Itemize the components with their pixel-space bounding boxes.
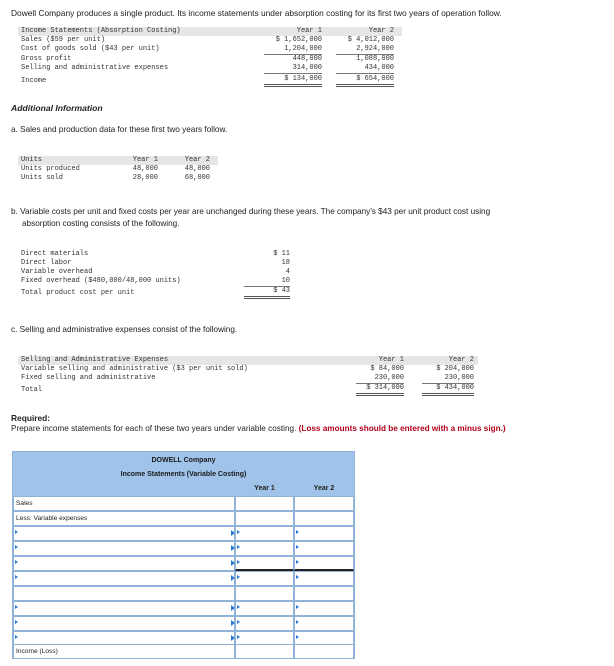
answer-year1-input[interactable] xyxy=(235,526,294,541)
product-cost-value: $ 43 xyxy=(244,287,290,299)
answer-row-label: Sales xyxy=(13,496,235,511)
absorption-row-label: Gross profit xyxy=(21,55,72,63)
absorption-row-label: Sales ($59 per unit) xyxy=(21,36,106,44)
answer-year1-input[interactable] xyxy=(235,601,294,616)
product-cost-value: 4 xyxy=(285,268,290,276)
answer-row xyxy=(13,644,354,659)
required-instruction: Prepare income statements for each of these two years under variable costing. xyxy=(11,424,297,433)
answer-year1-input[interactable] xyxy=(235,541,294,556)
answer-row xyxy=(13,571,354,586)
sga-row-year1: $ 314,000 xyxy=(356,384,404,396)
sga-row-year2: $ 204,000 xyxy=(436,365,474,373)
answer-row-select[interactable] xyxy=(13,616,235,631)
answer-year1-input xyxy=(235,511,294,526)
product-cost-label: Direct materials xyxy=(21,250,89,258)
absorption-row-label: Cost of goods sold ($43 per unit) xyxy=(21,45,160,53)
absorption-row-year2: 1,088,000 xyxy=(356,55,394,63)
answer-row xyxy=(13,541,354,556)
answer-year2-input[interactable] xyxy=(294,526,354,541)
absorption-header-label: Income Statements (Absorption Costing) xyxy=(21,27,181,35)
answer-year2-input[interactable] xyxy=(294,556,354,571)
units-row-year1: 48,000 xyxy=(132,165,158,173)
sga-row-year1: 230,000 xyxy=(356,374,404,384)
units-header-year2: Year 2 xyxy=(184,156,210,164)
sga-row-year1: $ 84,000 xyxy=(370,365,404,373)
product-cost-value: 18 xyxy=(281,259,290,267)
product-cost-label: Total product cost per unit xyxy=(21,289,135,297)
units-row-label: Units sold xyxy=(21,174,64,182)
answer-year1-input[interactable] xyxy=(235,644,294,659)
sga-row-year2: 230,000 xyxy=(422,374,474,384)
units-table xyxy=(18,156,218,186)
product-cost-value: $ 11 xyxy=(273,250,290,258)
sga-row-year2: $ 434,000 xyxy=(422,384,474,396)
answer-row-select[interactable] xyxy=(13,556,235,571)
answer-year2-input[interactable] xyxy=(294,541,354,556)
answer-year2-input[interactable] xyxy=(294,644,354,659)
answer-row xyxy=(13,601,354,616)
product-cost-table xyxy=(18,248,298,300)
answer-year1-input[interactable] xyxy=(235,616,294,631)
answer-row xyxy=(13,616,354,631)
part-b-text-line1: b. Variable costs per unit and fixed costs per year are unchanged during these years. The company's $43 per unit product cost using xyxy=(11,207,491,216)
answer-row xyxy=(13,556,354,571)
required-text xyxy=(11,424,506,433)
answer-year2-input xyxy=(294,511,354,526)
absorption-row-year2: 434,000 xyxy=(336,64,394,74)
sga-table xyxy=(18,356,478,398)
part-b-text-line2: absorption costing consists of the following. xyxy=(22,219,180,228)
answer-company-name: DOWELL Company xyxy=(151,457,216,464)
intro-text: Dowell Company produces a single product. Its income statements under absorption costing for its first two years of operation follow. xyxy=(11,8,502,18)
answer-year2-input[interactable] xyxy=(294,601,354,616)
answer-year1-input[interactable] xyxy=(235,571,294,586)
answer-row xyxy=(13,526,354,541)
product-cost-label: Variable overhead xyxy=(21,268,93,276)
units-row-year1: 28,000 xyxy=(132,174,158,182)
product-cost-value: 10 xyxy=(244,277,290,287)
answer-row-select[interactable] xyxy=(13,541,235,556)
answer-year1-input[interactable] xyxy=(235,556,294,571)
product-cost-label: Fixed overhead ($480,000/48,000 units) xyxy=(21,277,181,285)
required-note: (Loss amounts should be entered with a minus sign.) xyxy=(298,424,506,433)
absorption-row-year1: 314,000 xyxy=(264,64,322,74)
additional-info-heading: Additional Information xyxy=(11,103,103,113)
answer-year2-input[interactable] xyxy=(294,571,354,586)
absorption-row-label: Income xyxy=(21,77,47,85)
sga-row-label: Fixed selling and administrative xyxy=(21,374,156,382)
answer-row xyxy=(13,511,354,526)
units-row-year2: 48,000 xyxy=(184,165,210,173)
units-header-year1: Year 1 xyxy=(132,156,158,164)
absorption-row-year1: $ 134,000 xyxy=(264,75,322,87)
answer-row xyxy=(13,586,354,601)
required-title: Required: xyxy=(11,413,51,423)
part-c-text: c. Selling and administrative expenses consist of the following. xyxy=(11,325,238,334)
units-row-label: Units produced xyxy=(21,165,80,173)
answer-row xyxy=(13,496,354,511)
part-a-text: a. Sales and production data for these first two years follow. xyxy=(11,125,228,134)
absorption-row-year1: 448,000 xyxy=(292,55,322,63)
answer-year1-input xyxy=(235,586,294,601)
absorption-header-year2: Year 2 xyxy=(368,27,394,35)
product-cost-label: Direct labor xyxy=(21,259,72,267)
sga-header-year2: Year 2 xyxy=(448,356,474,364)
answer-year2-input[interactable] xyxy=(294,496,354,511)
answer-row-label: Less: Variable expenses xyxy=(13,511,235,526)
answer-row-select[interactable] xyxy=(13,601,235,616)
answer-statement-title: Income Statements (Variable Costing) xyxy=(120,471,247,478)
absorption-header-year1: Year 1 xyxy=(296,27,322,35)
sga-header-label: Selling and Administrative Expenses xyxy=(21,356,169,364)
answer-col-year1: Year 1 xyxy=(254,485,275,492)
absorption-income-table xyxy=(18,27,402,89)
units-header-label: Units xyxy=(21,156,43,164)
absorption-row-label: Selling and administrative expenses xyxy=(21,64,169,72)
answer-row-label: Income (Loss) xyxy=(13,644,235,659)
answer-year2-input xyxy=(294,586,354,601)
answer-year1-input[interactable] xyxy=(235,496,294,511)
absorption-row-year2: $ 4,012,000 xyxy=(347,36,394,44)
answer-year2-input[interactable] xyxy=(294,616,354,631)
sga-header-year1: Year 1 xyxy=(378,356,404,364)
absorption-row-year2: 2,924,000 xyxy=(336,45,394,55)
units-row-year2: 68,000 xyxy=(184,174,210,182)
answer-row-select[interactable] xyxy=(13,526,235,541)
answer-col-year2: Year 2 xyxy=(313,485,335,492)
variable-costing-answer-table xyxy=(12,451,355,659)
answer-row-label xyxy=(13,586,235,601)
absorption-row-year1: 1,204,000 xyxy=(264,45,322,55)
sga-row-label: Variable selling and administrative ($3 per unit sold) xyxy=(21,365,248,373)
answer-row-select[interactable] xyxy=(13,571,235,586)
absorption-row-year1: $ 1,652,000 xyxy=(275,36,322,44)
sga-row-label: Total xyxy=(21,386,43,394)
absorption-row-year2: $ 654,000 xyxy=(336,75,394,87)
